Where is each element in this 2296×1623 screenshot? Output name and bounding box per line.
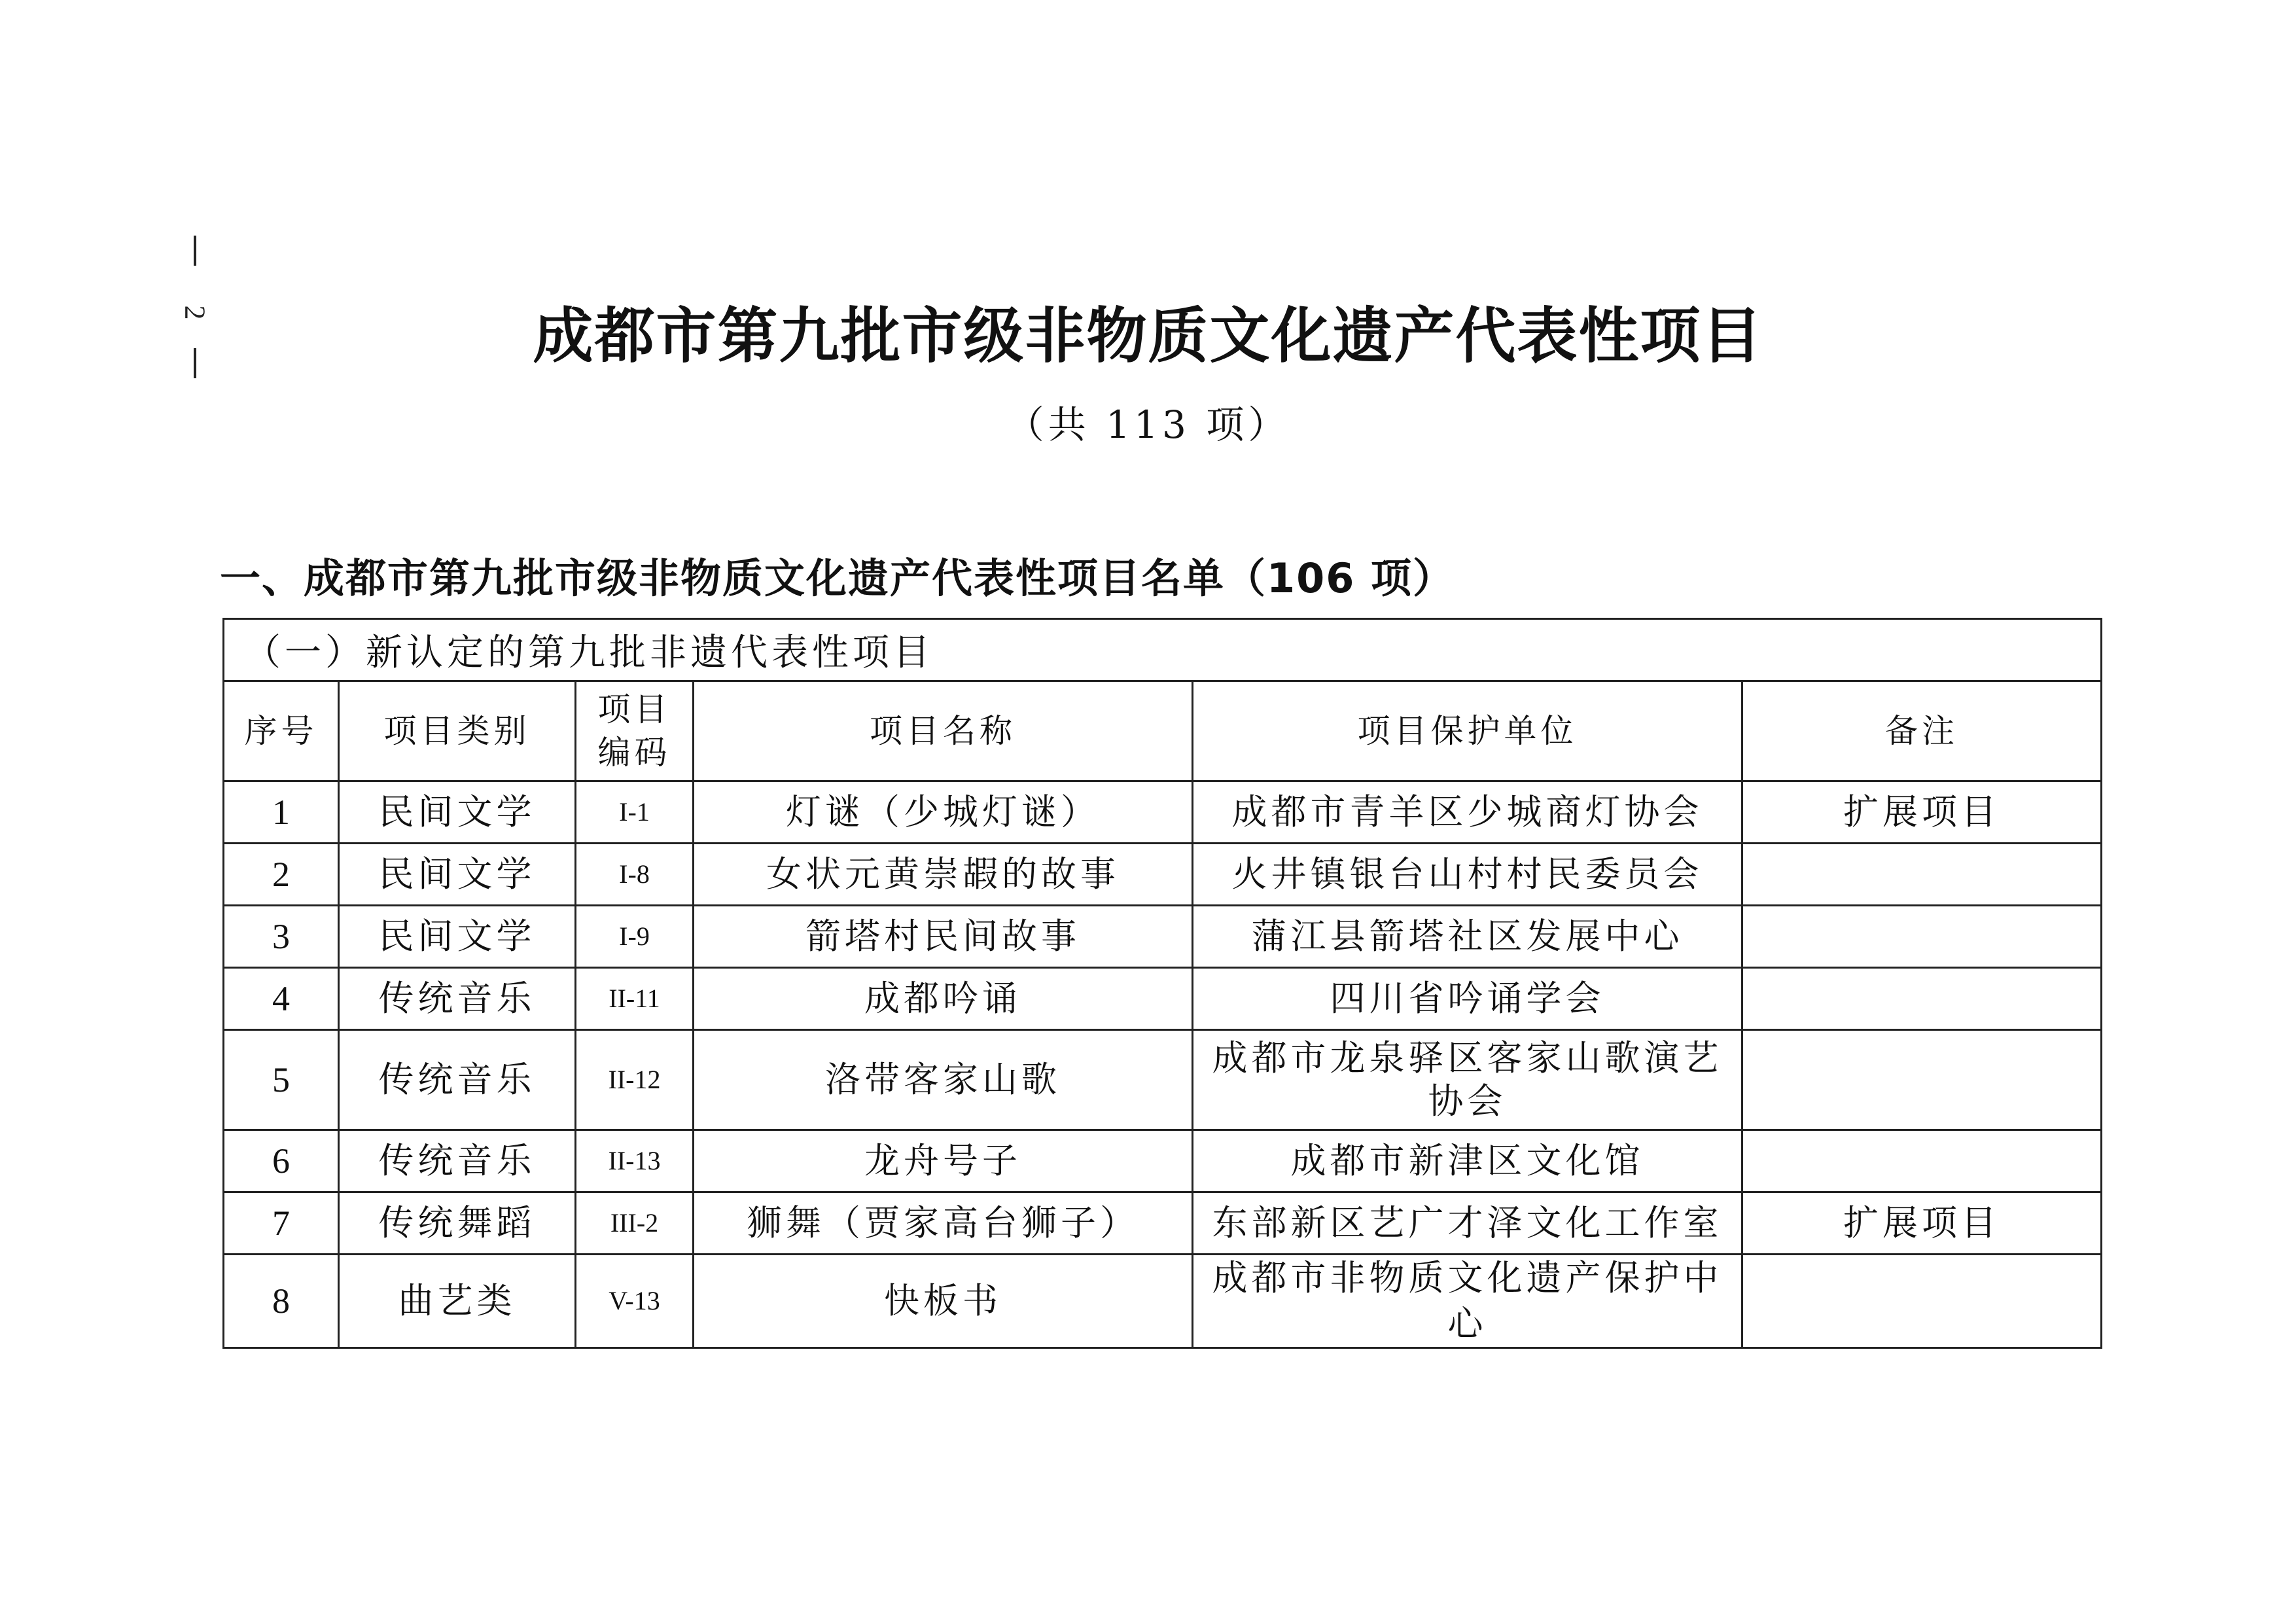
header-seq: 序号 [224,681,339,781]
header-code-line1: 项目 [597,690,671,728]
cell-code: I-9 [576,906,694,968]
cell-seq: 5 [224,1030,339,1130]
cell-name: 洛带客家山歌 [694,1030,1193,1130]
cell-name: 女状元黄崇嘏的故事 [694,844,1193,906]
table-row [224,781,2102,844]
cell-note [1742,844,2102,906]
cell-category: 民间文学 [339,906,576,968]
cell-name: 成都吟诵 [694,968,1193,1030]
section-heading: 一、成都市第九批市级非物质文化遗产代表性项目名单（106 项） [220,554,1455,602]
cell-code: I-1 [576,781,694,844]
cell-code: III-2 [576,1192,694,1255]
cell-unit: 成都市非物质文化遗产保护中心 [1193,1255,1742,1348]
cell-unit: 成都市龙泉驿区客家山歌演艺协会 [1193,1030,1742,1130]
table-row [224,1130,2102,1192]
table-header-row [224,681,2102,781]
page-number: 2 [179,305,211,320]
cell-name: 狮舞（贾家高台狮子） [694,1192,1193,1255]
cell-seq: 8 [224,1255,339,1348]
cell-seq: 7 [224,1192,339,1255]
cell-code: I-8 [576,844,694,906]
cell-seq: 6 [224,1130,339,1192]
cell-category: 传统音乐 [339,1030,576,1130]
cell-unit: 东部新区艺广才泽文化工作室 [1193,1192,1742,1255]
cell-seq: 2 [224,844,339,906]
cell-note: 扩展项目 [1742,781,2102,844]
cell-code: II-12 [576,1030,694,1130]
cell-note [1742,1255,2102,1348]
table-subsection-row [224,619,2102,681]
cell-category: 曲艺类 [339,1255,576,1348]
table-subsection-title: （一）新认定的第九批非遗代表性项目 [224,619,2102,681]
document-subtitle: （共 113 项） [1006,402,1290,447]
table-row [224,1030,2102,1130]
header-code [576,681,694,781]
cell-note [1742,906,2102,968]
cell-name: 灯谜（少城灯谜） [694,781,1193,844]
page-number-dash-top [194,236,196,266]
cell-unit: 蒲江县箭塔社区发展中心 [1193,906,1742,968]
cell-unit: 成都市新津区文化馆 [1193,1130,1742,1192]
cell-code: II-11 [576,968,694,1030]
header-category: 项目类别 [339,681,576,781]
header-note: 备注 [1742,681,2102,781]
heritage-projects-table [222,618,2102,1349]
table-row [224,968,2102,1030]
cell-code: V-13 [576,1255,694,1348]
table-body [224,781,2102,1348]
cell-category: 传统舞蹈 [339,1192,576,1255]
table-row [224,906,2102,968]
header-name: 项目名称 [694,681,1193,781]
cell-note [1742,968,2102,1030]
cell-seq: 3 [224,906,339,968]
cell-seq: 4 [224,968,339,1030]
cell-unit: 四川省吟诵学会 [1193,968,1742,1030]
cell-category: 民间文学 [339,781,576,844]
cell-name: 龙舟号子 [694,1130,1193,1192]
cell-category: 传统音乐 [339,968,576,1030]
cell-note: 扩展项目 [1742,1192,2102,1255]
table-row [224,1192,2102,1255]
header-unit: 项目保护单位 [1193,681,1742,781]
header-code-line2: 编码 [597,734,671,772]
cell-seq: 1 [224,781,339,844]
table-row [224,844,2102,906]
cell-unit: 火井镇银台山村村民委员会 [1193,844,1742,906]
table-row [224,1255,2102,1348]
document-title: 成都市第九批市级非物质文化遗产代表性项目 [533,301,1763,371]
cell-category: 传统音乐 [339,1130,576,1192]
cell-code: II-13 [576,1130,694,1192]
cell-unit: 成都市青羊区少城商灯协会 [1193,781,1742,844]
cell-name: 快板书 [694,1255,1193,1348]
cell-name: 箭塔村民间故事 [694,906,1193,968]
cell-note [1742,1130,2102,1192]
cell-note [1742,1030,2102,1130]
cell-category: 民间文学 [339,844,576,906]
